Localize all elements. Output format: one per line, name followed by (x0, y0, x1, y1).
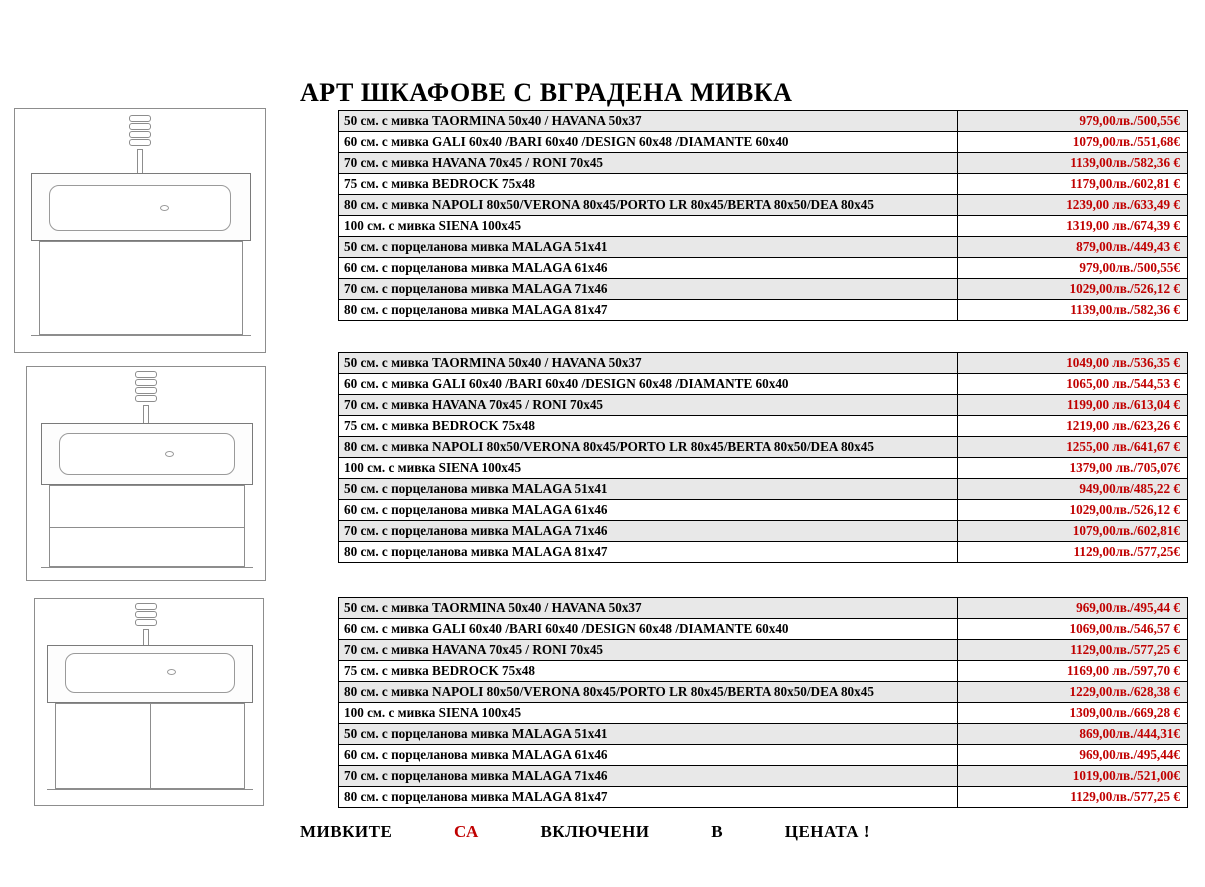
cabinet-base-line-2 (41, 567, 253, 568)
product-description: 80 см. с мивка NAPOLI 80x50/VERONA 80x45/PORTO LR 80x45/BERTA 80x50/DEA 80x45 (339, 682, 958, 703)
product-price: 1255,00 лв./641,67 € (958, 437, 1188, 458)
product-illustrations (14, 108, 279, 828)
cabinet-body-2 (49, 485, 245, 567)
product-price: 1029,00лв./526,12 € (958, 279, 1188, 300)
table-row (339, 216, 1188, 237)
product-price: 1129,00лв./577,25 € (958, 640, 1188, 661)
product-description: 70 см. с порцеланова мивка MALAGA 71x46 (339, 766, 958, 787)
product-price: 949,00лв/485,22 € (958, 479, 1188, 500)
product-price: 1179,00лв./602,81 € (958, 174, 1188, 195)
cabinet-base-line-3 (47, 789, 253, 790)
product-description: 70 см. с порцеланова мивка MALAGA 71x46 (339, 279, 958, 300)
product-price: 1139,00лв./582,36 € (958, 153, 1188, 174)
drain-icon-3 (167, 669, 176, 675)
table-row (339, 300, 1188, 321)
product-description: 60 см. с порцеланова мивка MALAGA 61x46 (339, 500, 958, 521)
product-price: 1069,00лв./546,57 € (958, 619, 1188, 640)
product-description: 60 см. с порцеланова мивка MALAGA 61x46 (339, 258, 958, 279)
table-row (339, 598, 1188, 619)
drain-icon-1 (160, 205, 169, 211)
cabinet-body-1 (39, 241, 243, 335)
table-row (339, 745, 1188, 766)
product-price: 1309,00лв./669,28 € (958, 703, 1188, 724)
table-row (339, 787, 1188, 808)
cabinet-illustration-3 (34, 598, 264, 806)
table-row (339, 195, 1188, 216)
page-title: АРТ ШКАФОВЕ С ВГРАДЕНА МИВКА (300, 78, 793, 107)
product-price: 1019,00лв./521,00€ (958, 766, 1188, 787)
product-price: 1139,00лв./582,36 € (958, 300, 1188, 321)
footer-word-2: СА (454, 822, 479, 841)
product-description: 75 см. с мивка BEDROCK 75x48 (339, 174, 958, 195)
footer-word-1: МИВКИТЕ (300, 822, 393, 841)
product-description: 100 см. с мивка SIENA 100x45 (339, 216, 958, 237)
table-row (339, 479, 1188, 500)
product-description: 80 см. с мивка NAPOLI 80x50/VERONA 80x45/PORTO LR 80x45/BERTA 80x50/DEA 80x45 (339, 437, 958, 458)
table-row (339, 111, 1188, 132)
table-row (339, 640, 1188, 661)
product-price: 1049,00 лв./536,35 € (958, 353, 1188, 374)
product-description: 50 см. с мивка TAORMINA 50x40 / HAVANA 50x37 (339, 353, 958, 374)
product-description: 50 см. с порцеланова мивка MALAGA 51x41 (339, 724, 958, 745)
product-price: 869,00лв./444,31€ (958, 724, 1188, 745)
product-price: 1065,00 лв./544,53 € (958, 374, 1188, 395)
product-price: 1379,00 лв./705,07€ (958, 458, 1188, 479)
product-price: 1079,00лв./602,81€ (958, 521, 1188, 542)
product-description: 80 см. с порцеланова мивка MALAGA 81x47 (339, 787, 958, 808)
product-description: 50 см. с мивка TAORMINA 50x40 / HAVANA 50x37 (339, 598, 958, 619)
product-description: 70 см. с мивка HAVANA 70x45 / RONI 70x45 (339, 395, 958, 416)
table-row (339, 353, 1188, 374)
table-row (339, 458, 1188, 479)
product-description: 60 см. с мивка GALI 60x40 /BARI 60x40 /DESIGN 60x48 /DIAMANTE 60x40 (339, 374, 958, 395)
product-price: 1229,00лв./628,38 € (958, 682, 1188, 703)
faucet-neck-1 (137, 149, 143, 175)
price-table-2-body (339, 353, 1188, 563)
product-price: 1129,00лв./577,25€ (958, 542, 1188, 563)
table-row (339, 661, 1188, 682)
product-price: 1239,00 лв./633,49 € (958, 195, 1188, 216)
table-row (339, 521, 1188, 542)
product-description: 60 см. с мивка GALI 60x40 /BARI 60x40 /DESIGN 60x48 /DIAMANTE 60x40 (339, 132, 958, 153)
footer-word-4: В (711, 822, 724, 841)
table-row (339, 416, 1188, 437)
sink-basin-2 (59, 433, 235, 475)
table-row (339, 153, 1188, 174)
product-description: 50 см. с порцеланова мивка MALAGA 51x41 (339, 237, 958, 258)
price-table-1-body (339, 111, 1188, 321)
faucet-icon-3 (135, 603, 157, 627)
product-description: 100 см. с мивка SIENA 100x45 (339, 703, 958, 724)
table-row (339, 395, 1188, 416)
footer-word-5: ЦЕНАТА ! (784, 822, 870, 841)
product-description: 60 см. с мивка GALI 60x40 /BARI 60x40 /DESIGN 60x48 /DIAMANTE 60x40 (339, 619, 958, 640)
product-price: 1199,00 лв./613,04 € (958, 395, 1188, 416)
faucet-icon-1 (129, 115, 151, 147)
footer-note (300, 822, 870, 842)
product-description: 60 см. с порцеланова мивка MALAGA 61x46 (339, 745, 958, 766)
product-description: 80 см. с порцеланова мивка MALAGA 81x47 (339, 542, 958, 563)
product-description: 50 см. с порцеланова мивка MALAGA 51x41 (339, 479, 958, 500)
product-description: 50 см. с мивка TAORMINA 50x40 / HAVANA 50x37 (339, 111, 958, 132)
product-description: 100 см. с мивка SIENA 100x45 (339, 458, 958, 479)
table-row (339, 132, 1188, 153)
price-table-2 (338, 352, 1188, 563)
faucet-neck-2 (143, 405, 149, 425)
table-row (339, 374, 1188, 395)
cabinet-illustration-2 (26, 366, 266, 581)
faucet-icon-2 (135, 371, 157, 403)
product-price: 1219,00 лв./623,26 € (958, 416, 1188, 437)
product-price: 969,00лв./495,44 € (958, 598, 1188, 619)
table-row (339, 682, 1188, 703)
table-row (339, 724, 1188, 745)
product-description: 80 см. с порцеланова мивка MALAGA 81x47 (339, 300, 958, 321)
footer-word-3: ВКЛЮЧЕНИ (540, 822, 650, 841)
product-description: 70 см. с мивка HAVANA 70x45 / RONI 70x45 (339, 153, 958, 174)
table-row (339, 619, 1188, 640)
price-table-3 (338, 597, 1188, 808)
table-row (339, 766, 1188, 787)
price-table-1 (338, 110, 1188, 321)
product-price: 969,00лв./495,44€ (958, 745, 1188, 766)
table-row (339, 437, 1188, 458)
table-row (339, 258, 1188, 279)
table-row (339, 237, 1188, 258)
product-price: 1129,00лв./577,25 € (958, 787, 1188, 808)
cabinet-illustration-1 (14, 108, 266, 353)
table-row (339, 500, 1188, 521)
table-row (339, 174, 1188, 195)
product-price: 1029,00лв./526,12 € (958, 500, 1188, 521)
table-row (339, 279, 1188, 300)
cabinet-base-line-1 (31, 335, 251, 336)
product-price: 979,00лв./500,55€ (958, 258, 1188, 279)
table-row (339, 703, 1188, 724)
sink-basin-3 (65, 653, 235, 693)
product-price: 1319,00 лв./674,39 € (958, 216, 1188, 237)
product-description: 75 см. с мивка BEDROCK 75x48 (339, 661, 958, 682)
product-description: 70 см. с порцеланова мивка MALAGA 71x46 (339, 521, 958, 542)
drain-icon-2 (165, 451, 174, 457)
product-price: 1079,00лв./551,68€ (958, 132, 1188, 153)
price-table-3-body (339, 598, 1188, 808)
product-price: 879,00лв./449,43 € (958, 237, 1188, 258)
product-price: 1169,00 лв./597,70 € (958, 661, 1188, 682)
product-description: 80 см. с мивка NAPOLI 80x50/VERONA 80x45/PORTO LR 80x45/BERTA 80x50/DEA 80x45 (339, 195, 958, 216)
product-price: 979,00лв./500,55€ (958, 111, 1188, 132)
table-row (339, 542, 1188, 563)
drawer-divider-2 (49, 527, 245, 528)
door-divider-3 (150, 703, 151, 789)
sink-basin-1 (49, 185, 231, 231)
product-description: 75 см. с мивка BEDROCK 75x48 (339, 416, 958, 437)
product-description: 70 см. с мивка HAVANA 70x45 / RONI 70x45 (339, 640, 958, 661)
